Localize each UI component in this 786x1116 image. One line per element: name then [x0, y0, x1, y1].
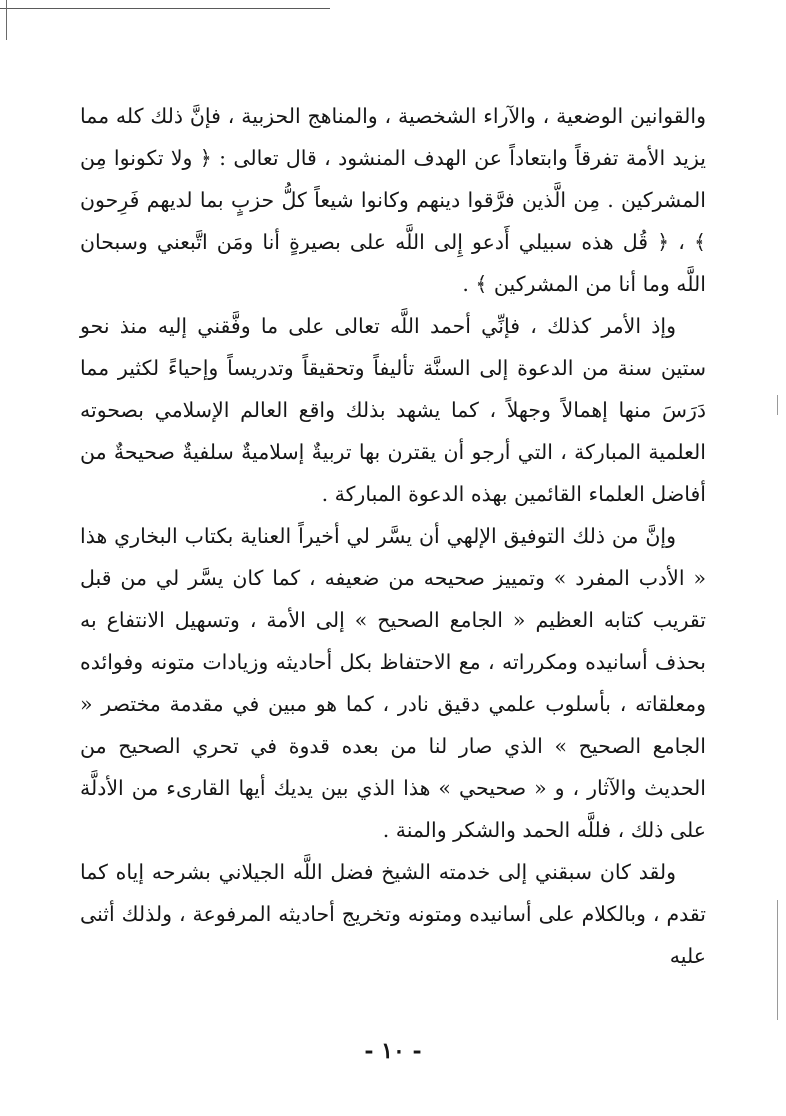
paragraph-jilani: ولقد كان سبقني إلى خدمته الشيخ فضل اللَّه الجيلاني بشرحه إياه كما تقدم ، وبالكلام على أسانيده ومتونه وتخريج أحاديثه المرفوعة ، ولذلك أثنى عليه: [80, 860, 706, 968]
scan-edge-left: [6, 0, 7, 40]
paragraph-gratitude: وإذ الأمر كذلك ، فإنِّي أحمد اللَّه تعالى على ما وفَّقني إليه منذ نحو ستين سنة من الدعوة إلى السنَّة تأليفاً وتحقيقاً وتدريساً وإحياءً لكثير مما دَرَسَ منها إهمالاً وجهلاً ، كما يشهد بذلك واقع العالم الإسلامي بصحوته العلمية المباركة ، التي أرجو أن يقترن بها تربيةٌ إسلاميةٌ سلفيةٌ صحيحةٌ من أفاضل العلماء القائمين بهذه الدعوة المباركة .: [80, 314, 706, 506]
page-body: [80, 95, 706, 977]
scan-edge-top: [0, 8, 330, 9]
paragraph-adab-mufrad: وإنَّ من ذلك التوفيق الإلهي أن يسَّر لي أخيراً العناية بكتاب البخاري هذا « الأدب المفرد » وتمييز صحيحه من ضعيفه ، كما كان يسَّر لي من قبل تقريب كتابه العظيم « الجامع الصحيح » إلى الأمة ، وتسهيل الانتفاع به بحذف أسانيده ومكرراته ، مع الاحتفاظ بكل أحاديثه وزيادات متونه وفوائده ومعلقاته ، بأسلوب علمي دقيق نادر ، كما هو مبين في مقدمة مختصر « الجامع الصحيح » الذي صار لنا من بعده قدوة في تحري الصحيح من الحديث والآثار ، و « صحيحي » هذا الذي بين يديك أيها القارىء من الأدلَّة على ذلك ، فللَّه الحمد والشكر والمنة .: [80, 524, 706, 842]
page-number: - ١٠ -: [364, 1038, 422, 1064]
paragraph-continuation: والقوانين الوضعية ، والآراء الشخصية ، والمناهج الحزبية ، فإنَّ ذلك كله مما يزيد الأمة تفرقاً وابتعاداً عن الهدف المنشود ، قال تعالى : ﴿ ولا تكونوا مِن المشركين . مِن الَّذين فرَّقوا دينهم وكانوا شيعاً كلُّ حزبٍ بما لديهم فَرِحون ﴾ ، ﴿ قُل هذه سبيلي أَدعو إِلى اللَّه على بصيرةٍ أنا ومَن اتَّبعني وسبحان اللَّه وما أنا من المشركين ﴾ .: [80, 104, 706, 296]
scan-mark-right: [777, 395, 778, 415]
scan-mark-right: [777, 900, 778, 1020]
